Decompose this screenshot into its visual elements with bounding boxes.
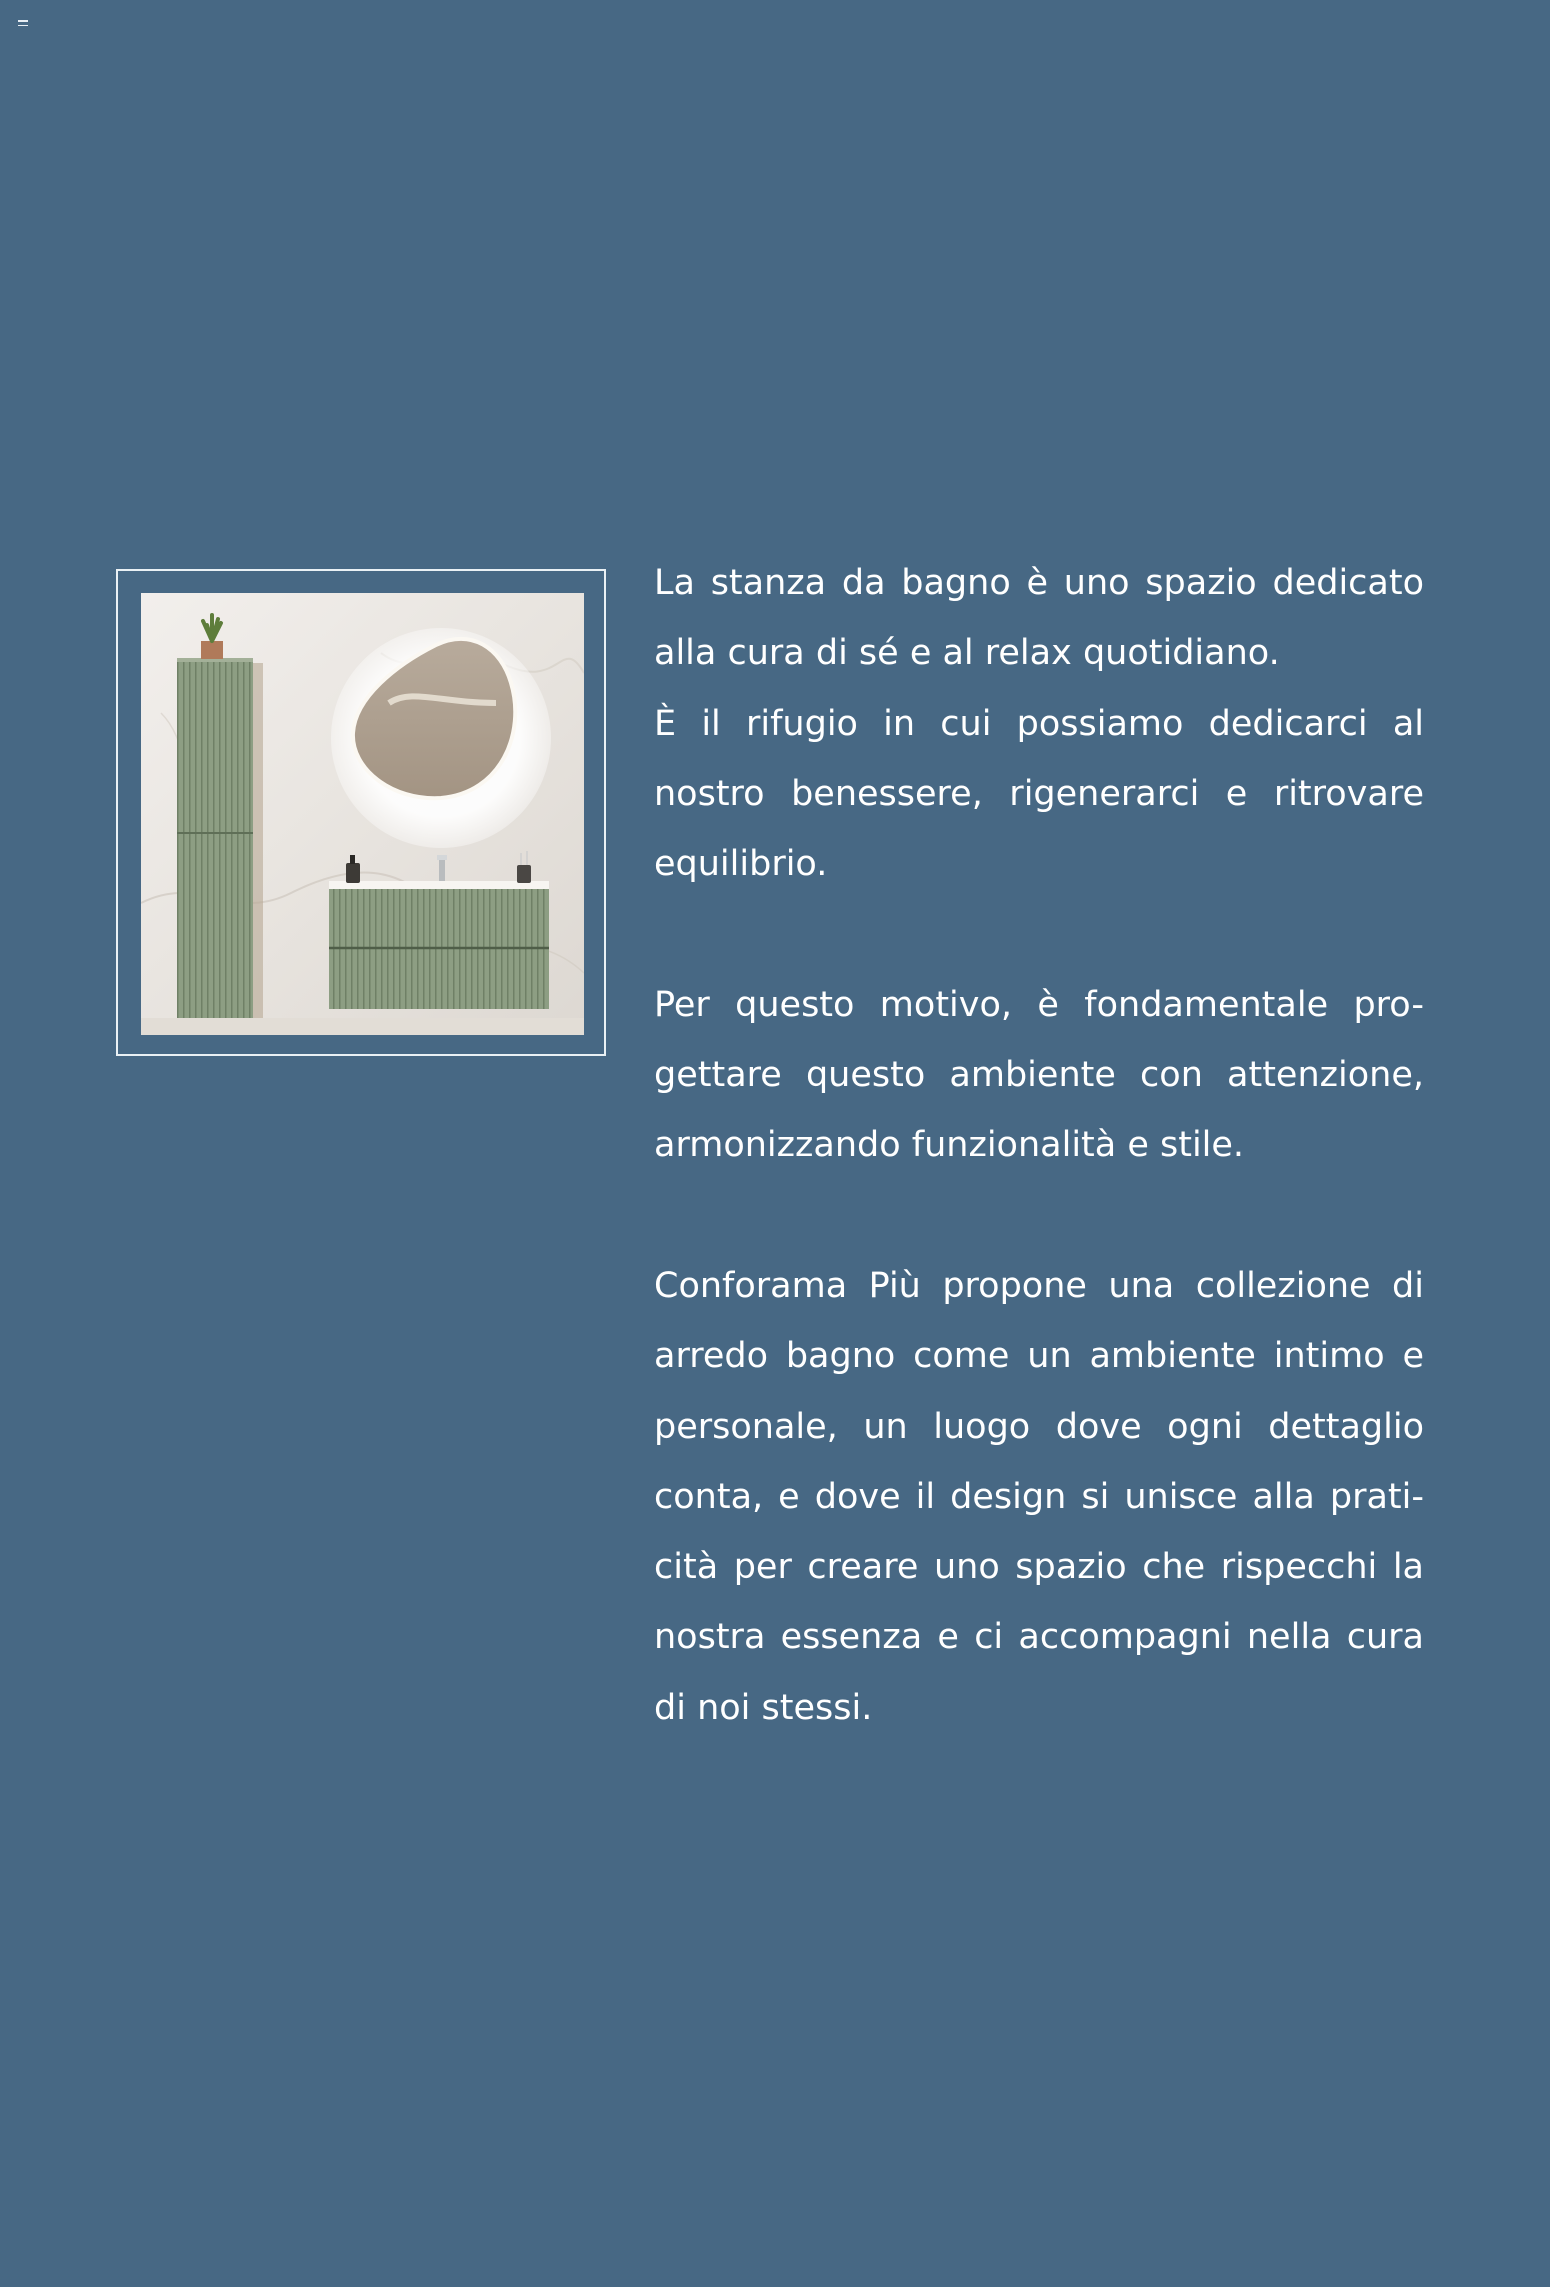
text-line: gettare questo ambiente con attenzione, <box>654 1055 1424 1096</box>
text-line: personale, un luogo dove ogni dettaglio <box>654 1406 1424 1447</box>
text-line: Per questo motivo, è fondamentale pro- <box>654 984 1424 1025</box>
text-line: Conforama Più propone una collezione di <box>654 1265 1424 1306</box>
text-line: È il rifugio in cui possiamo dedicarci al <box>654 703 1424 744</box>
text-line: conta, e dove il design si unisce alla prati- <box>654 1476 1424 1517</box>
menu-icon <box>18 20 28 26</box>
collection-paragraph <box>654 1251 1424 1743</box>
description-text <box>654 548 1424 1813</box>
intro-paragraph <box>654 548 1424 899</box>
design-paragraph <box>654 970 1424 1181</box>
bathroom-illustration <box>141 593 584 1035</box>
text-line: nostra essenza e ci accompagni nella cura <box>654 1617 1424 1658</box>
text-line: arredo bagno come un ambiente intimo e <box>654 1336 1424 1377</box>
bathroom-photo <box>141 593 584 1035</box>
text-line: nostro benessere, rigenerarci e ritrovare <box>654 773 1424 814</box>
text-line: armonizzando funzionalità e stile. <box>654 1125 1245 1166</box>
text-line: alla cura di sé e al relax quotidiano. <box>654 633 1280 674</box>
text-line: cità per creare uno spazio che rispecchi la <box>654 1547 1424 1588</box>
text-line: La stanza da bagno è uno spazio dedicato <box>654 563 1424 603</box>
text-line: equilibrio. <box>654 844 828 885</box>
text-line: di noi stessi. <box>654 1687 873 1728</box>
